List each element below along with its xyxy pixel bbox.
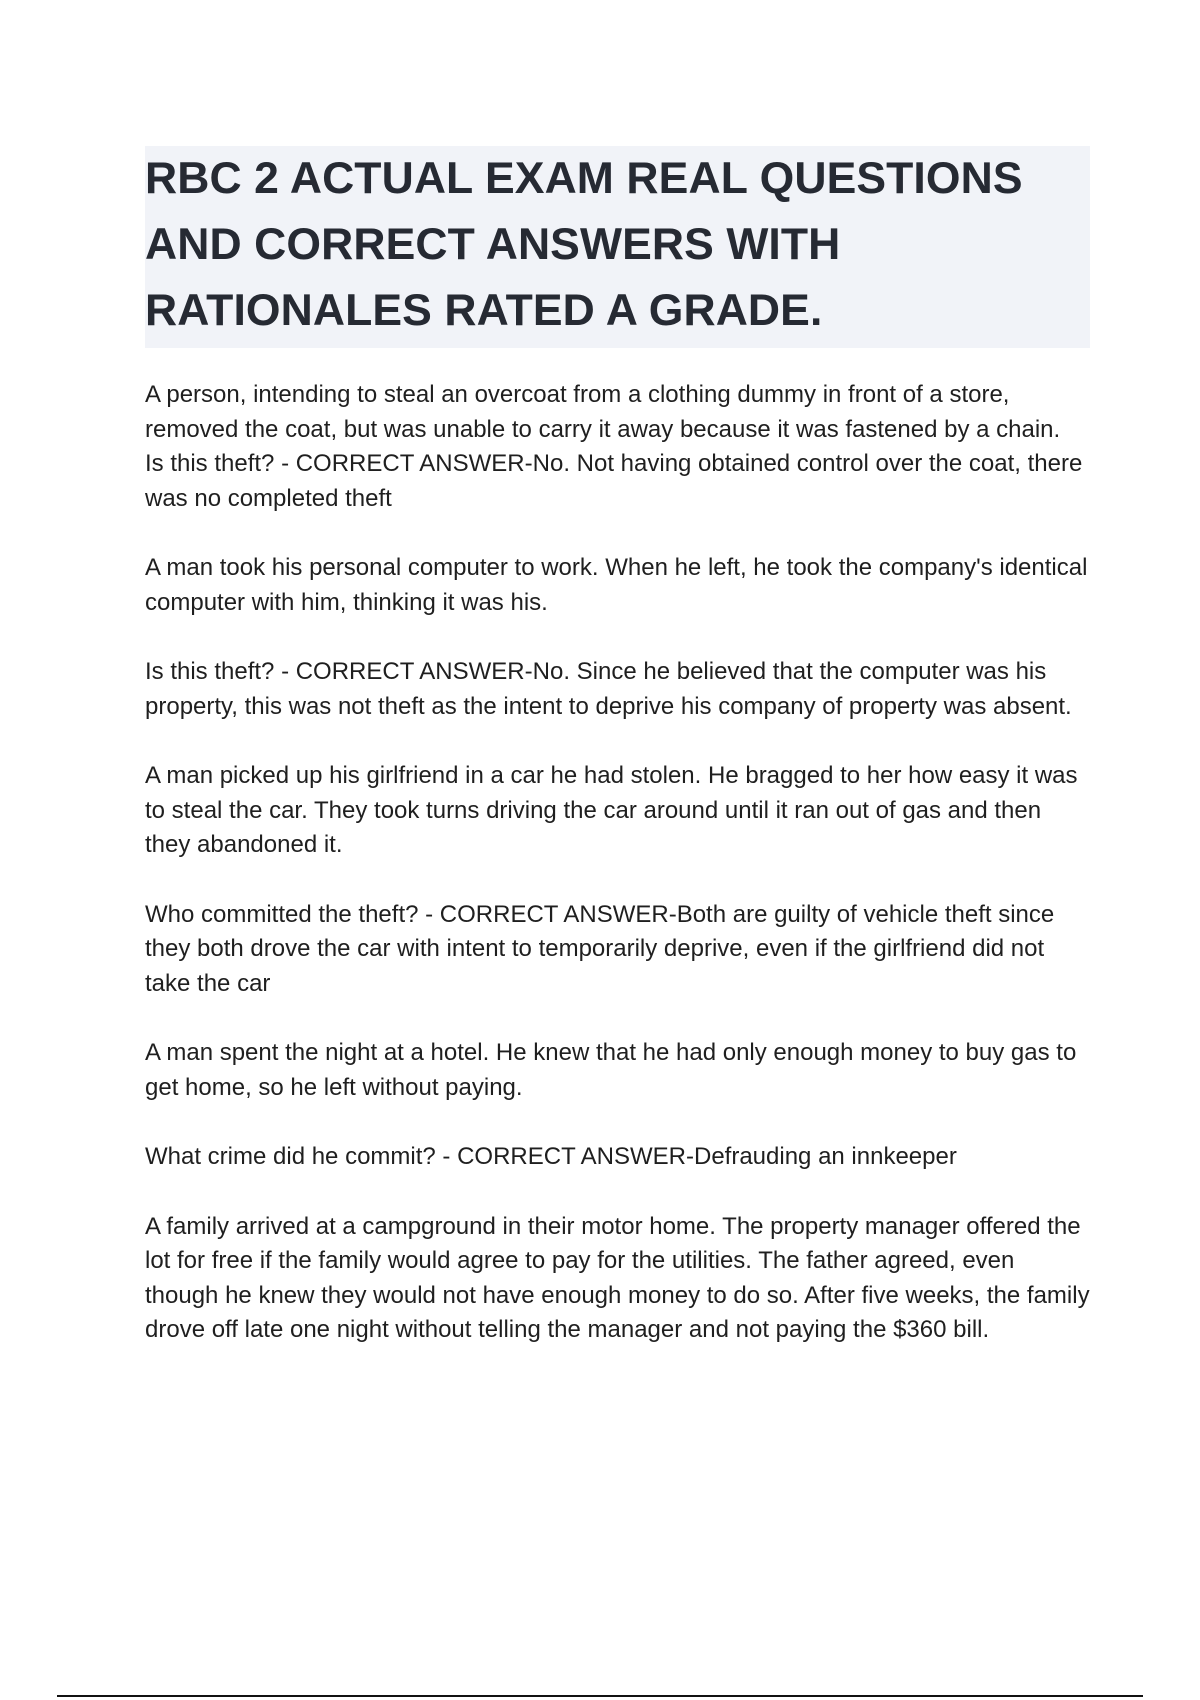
- document-page: [145, 146, 1090, 1348]
- question-text: A man spent the night at a hotel. He knew that he had only enough money to buy gas to get home, so he left without paying.: [145, 1039, 1077, 1101]
- qa-block-1: [145, 378, 1090, 516]
- question-text: A man took his personal computer to work. When he left, he took the company's identical computer with him, thinking it was his.: [145, 554, 1088, 616]
- question-text: A person, intending to steal an overcoat from a clothing dummy in front of a store, removed the coat, but was unable to carry it away because it was fastened by a chain.: [145, 381, 1061, 443]
- qa-block-3: [145, 655, 1090, 724]
- qa-block-7: [145, 1140, 1090, 1175]
- question-text: A family arrived at a campground in their motor home. The property manager offered the lot for free if the family would agree to pay for the utilities. The father agreed, even though he knew they would not have enough money to do so. After five weeks, the family drove off late one night without telling the manager and not paying the $360 bill.: [145, 1212, 1090, 1343]
- document-title: RBC 2 ACTUAL EXAM REAL QUESTIONS AND CORRECT ANSWERS WITH RATIONALES RATED A GRADE.: [145, 154, 1023, 335]
- answer-text: What crime did he commit? - CORRECT ANSWER-Defrauding an innkeeper: [145, 1143, 957, 1170]
- footer-divider: [57, 1695, 1143, 1697]
- qa-block-4: [145, 759, 1090, 863]
- qa-block-8: [145, 1210, 1090, 1348]
- qa-block-6: [145, 1036, 1090, 1105]
- question-text: A man picked up his girlfriend in a car he had stolen. He bragged to her how easy it was to steal the car. They took turns driving the car around until it ran out of gas and then they abandoned it.: [145, 762, 1078, 858]
- title-block: [145, 146, 1090, 348]
- answer-text: Who committed the theft? - CORRECT ANSWER-Both are guilty of vehicle theft since they both drove the car with intent to temporarily deprive, even if the girlfriend did not take the car: [145, 900, 1055, 997]
- qa-block-2: [145, 551, 1090, 620]
- answer-text: Is this theft? - CORRECT ANSWER-No. Not having obtained control over the coat, there was no completed theft: [145, 450, 1083, 512]
- qa-block-5: [145, 898, 1090, 1002]
- answer-text: Is this theft? - CORRECT ANSWER-No. Since he believed that the computer was his property, this was not theft as the intent to deprive his company of property was absent.: [145, 658, 1072, 720]
